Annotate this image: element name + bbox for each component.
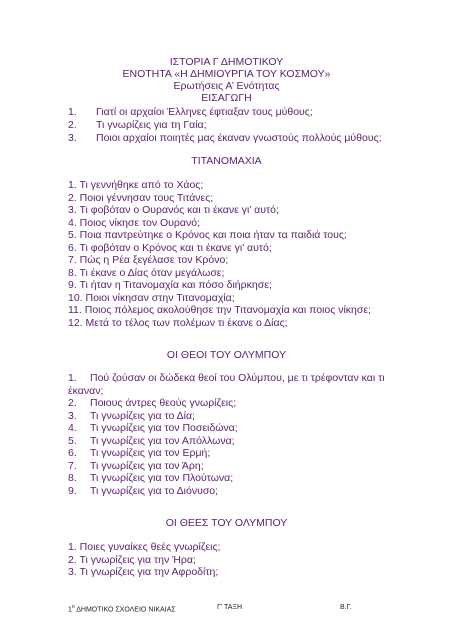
section-heading-goddesses: ΟΙ ΘΕΕΣ ΤΟΥ ΟΛΥΜΠΟΥ bbox=[165, 517, 288, 529]
questions-subtitle: Ερωτήσεις Α’ Ενότητας bbox=[173, 80, 280, 92]
titanomachy-item: 4. Ποιος νίκησε τον Ουρανό; bbox=[68, 217, 200, 229]
section-heading-titanomachy: ΤΙΤΑΝΟΜΑΧΙΑ bbox=[191, 155, 262, 167]
intro-item-3: 3. Ποιοι αρχαίοι ποιητές μας έκαναν γνωστούς πολλούς μύθους; bbox=[68, 132, 382, 144]
titanomachy-item: 9. Τι ήταν η Τιτανομαχία και πόσο διήρκησε; bbox=[68, 279, 272, 291]
intro-item-2: 2. Τι γνωρίζεις για τη Γαία; bbox=[68, 119, 207, 131]
section-heading-gods: ΟΙ ΘΕΟΙ ΤΟΥ ΟΛΥΜΠΟΥ bbox=[166, 349, 287, 361]
gods-item-continuation: έκαναν; bbox=[68, 385, 104, 397]
gods-item: 8. Τι γνωρίζεις για τον Πλούτωνα; bbox=[68, 472, 234, 484]
gods-item: 2. Ποιους άντρες θεούς γνωρίζεις; bbox=[68, 397, 237, 409]
gods-item: 6. Τι γνωρίζεις για τον Ερμή; bbox=[68, 447, 211, 459]
gods-item: 9. Τι γνωρίζεις για το Διόνυσο; bbox=[68, 485, 219, 497]
footer-initials: Β.Γ. bbox=[340, 604, 352, 611]
titanomachy-item: 3. Τι φοβόταν ο Ουρανός και τι έκανε γι’ αυτό; bbox=[68, 204, 279, 216]
unit-title: ΕΝΟΤΗΤΑ «Η ΔΗΜΙΟΥΡΓΙΑ ΤΟΥ ΚΟΣΜΟΥ» bbox=[122, 68, 331, 80]
gods-item: 4. Τι γνωρίζεις για τον Ποσειδώνα; bbox=[68, 422, 238, 434]
titanomachy-item: 5. Ποια παντρεύτηκε ο Κρόνος και ποια ήταν τα παιδιά τους; bbox=[68, 229, 347, 241]
subject-title: ΙΣΤΟΡΙΑ Γ ΔΗΜΟΤΙΚΟΥ bbox=[169, 56, 284, 68]
goddesses-item: 3. Τι γνωρίζεις για την Αφροδίτη; bbox=[68, 566, 219, 578]
titanomachy-item: 11. Ποιος πόλεμος ακολούθησε την Τιτανομαχία και ποιος νίκησε; bbox=[68, 304, 371, 316]
titanomachy-item: 1. Τι γεννήθηκε από το Χάος; bbox=[68, 179, 204, 191]
gods-item: 1. Πού ζούσαν οι δώδεκα θεοί του Ολύμπου, με τι τρέφονταν και τι bbox=[68, 372, 385, 384]
footer-school: $1^o$ ΔΗΜΟΤΙΚΟ ΣΧΟΛΕΙΟ ΝΙΚΑΙΑΣ bbox=[68, 604, 176, 614]
titanomachy-item: 7. Πώς η Ρέα ξεγέλασε τον Κρόνο; bbox=[68, 254, 229, 266]
titanomachy-item: 8. Τι έκανε ο Δίας όταν μεγάλωσε; bbox=[68, 267, 225, 279]
titanomachy-item: 10. Ποιοι νίκησαν στην Τιτανομαχία; bbox=[68, 292, 235, 304]
goddesses-item: 2. Τι γνωρίζεις για την Ήρα; bbox=[68, 554, 196, 566]
titanomachy-item: 2. Ποιοι γέννησαν τους Τιτάνες; bbox=[68, 192, 214, 204]
titanomachy-item: 6. Τι φοβόταν ο Κρόνος και τι έκανε γι’ αυτό; bbox=[68, 242, 272, 254]
intro-item-1: 1. Γιατί οι αρχαίοι Έλληνες έφτιαξαν τους μύθους; bbox=[68, 106, 313, 118]
gods-item: 5. Τι γνωρίζεις για τον Απόλλωνα; bbox=[68, 435, 235, 447]
footer-class: Γ’ ΤΑΞΗ bbox=[217, 604, 242, 611]
intro-heading: ΕΙΣΑΓΩΓΗ bbox=[201, 92, 252, 104]
gods-item: 3. Τι γνωρίζεις για το Δία; bbox=[68, 410, 195, 422]
titanomachy-item: 12. Μετά το τέλος των πολέμων τι έκανε ο Δίας; bbox=[68, 317, 288, 329]
gods-item: 7. Τι γνωρίζεις για τον Άρη; bbox=[68, 460, 204, 472]
goddesses-item: 1. Ποιες γυναίκες θεές γνωρίζεις; bbox=[68, 541, 221, 553]
